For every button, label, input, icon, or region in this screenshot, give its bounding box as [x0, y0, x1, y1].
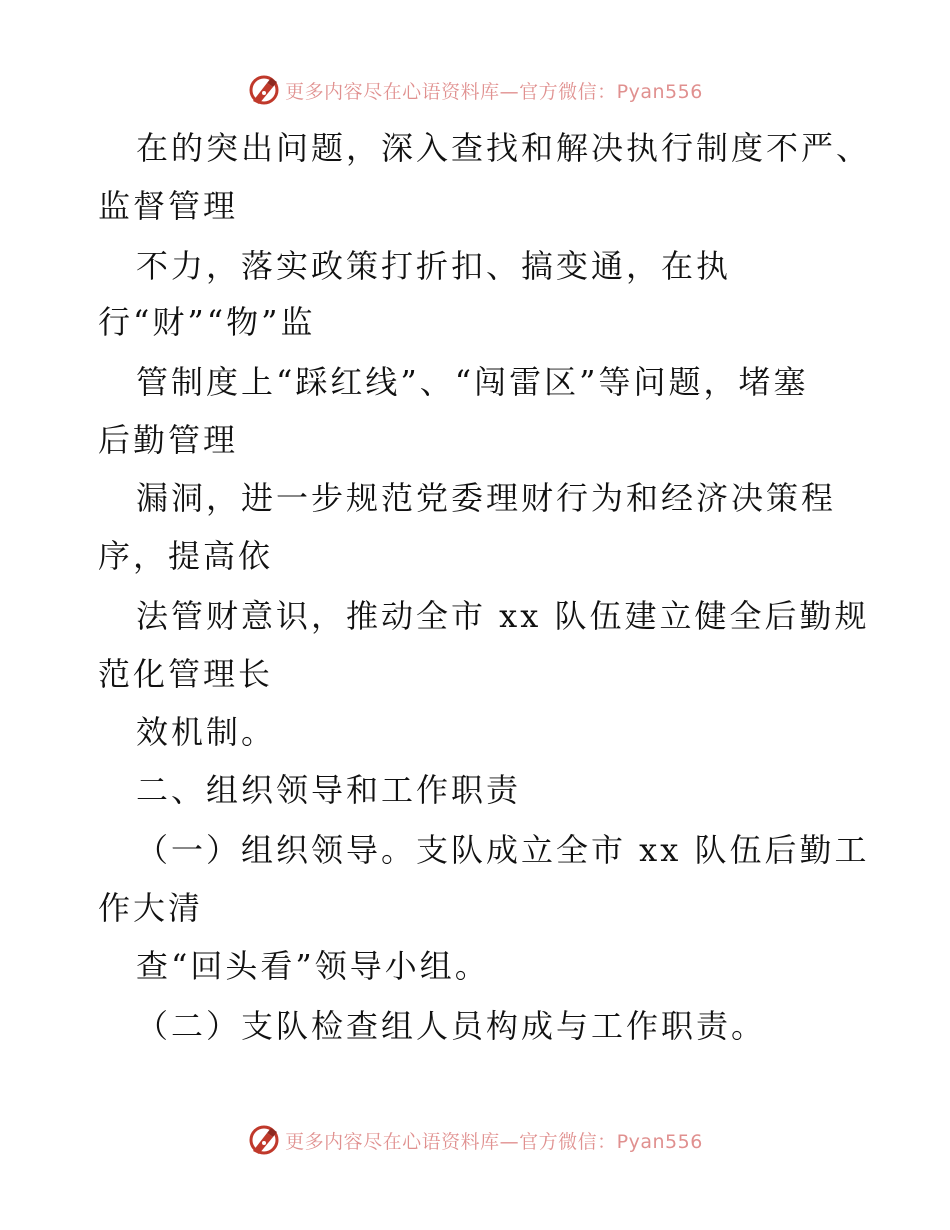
footer-banner-text: 更多内容尽在心语资料库—官方微信：Pyan556: [285, 1130, 703, 1153]
body-line: 作大清: [98, 889, 204, 927]
body-line: （二）支队检查组人员构成与工作职责。: [136, 1007, 767, 1045]
body-line: 查“回头看”领导小组。: [136, 947, 490, 985]
body-line: 范化管理长: [98, 655, 274, 693]
body-line: 后勤管理: [98, 421, 239, 459]
body-line: 效机制。: [136, 713, 277, 751]
body-line: 在的突出问题，深入查找和解决执行制度不严、: [136, 129, 872, 167]
body-line: 不力，落实政策打折扣、搞变通，在执: [136, 247, 732, 285]
body-line: 管制度上“踩红线”、“闯雷区”等问题，堵塞: [136, 363, 809, 401]
body-line: 漏洞，进一步规范党委理财行为和经济决策程: [136, 479, 837, 517]
body-line: 监督管理: [98, 187, 239, 225]
pen-nib-circle-icon: [247, 1123, 281, 1157]
body-line: 法管财意识，推动全市 xx 队伍建立健全后勤规: [136, 597, 870, 635]
body-line: （一）组织领导。支队成立全市 xx 队伍后勤工: [136, 831, 870, 869]
body-line: 序，提高依: [98, 537, 274, 575]
body-line: 行“财”“物”监: [98, 303, 316, 341]
header-banner-text: 更多内容尽在心语资料库—官方微信：Pyan556: [285, 80, 703, 103]
footer-banner: [0, 1120, 950, 1160]
section-heading: 二、组织领导和工作职责: [136, 771, 522, 809]
